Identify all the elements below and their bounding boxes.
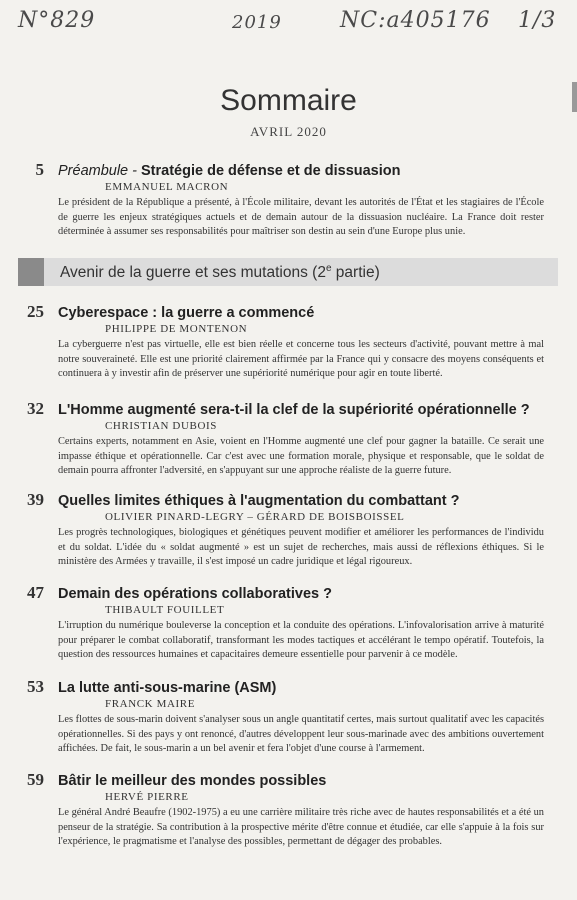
handwritten-page-count: 1/3 — [518, 8, 557, 33]
section-band — [18, 258, 558, 286]
page-number: 5 — [35, 160, 44, 179]
entry-author: FRANCK MAIRE — [105, 698, 196, 710]
entry-summary: L'irruption du numérique bouleverse la conception et la conduite des opérations. L'infovalorisation arrive à maturité pour préparer le combat collaboratif, transformant les modes tactiques et accélérant le tempo opératif. Toutefois, la question des ressources humaines et capacitaires demeure essentielle pour parvenir à ce modèle. — [58, 620, 544, 660]
entry-summary: Le général André Beaufre (1902-1975) a eu une carrière militaire très riche avec de hautes responsabilités et a été un penseur de la stratégie. Sa contribution à la prospective mérite d'être connue et étudiée, car elle s'appuie à la fois sur l'expérience, le pragmatisme et l'analyse des possibles, permettant de dégager des probables. — [58, 807, 544, 847]
entry-title[interactable]: L'Homme augmenté sera-t-il la clef de la supériorité opérationnelle ? — [58, 402, 530, 418]
entry-title[interactable]: Quelles limites éthiques à l'augmentation du combattant ? — [58, 493, 460, 509]
entry-title[interactable]: Bâtir le meilleur des mondes possibles — [58, 773, 327, 789]
entry-author: THIBAULT FOUILLET — [105, 604, 225, 616]
entry-summary: Le président de la République a présenté, à l'École militaire, devant les autorités de l'État et les stagiaires de l'École de guerre les enjeux stratégiques actuels et de demain autour de la dissuasion nucléaire. La France doit rester déterminée à assumer ses responsabilités pour maîtriser son destin au sein d'une Europe plus unie. — [58, 197, 544, 237]
handwritten-year: 2019 — [232, 12, 282, 33]
page-number: 32 — [27, 399, 44, 418]
page-number: 39 — [27, 490, 44, 509]
page-number: 25 — [27, 302, 44, 321]
entry-summary: Les progrès technologiques, biologiques et génétiques peuvent modifier et améliorer les performances de l'individu et du soldat. L'idée du « soldat augmenté » est un sujet de recherches, mais aussi de réflexions éthiques. Si le ministère des Armées y travaille, il s'est imposé un cadre juridique et légal rigoureux. — [58, 527, 544, 567]
section-marker — [18, 258, 44, 286]
handwritten-reference-code: NC:a405176 — [340, 8, 491, 33]
page-number: 59 — [27, 770, 44, 789]
entry-title[interactable]: Cyberespace : la guerre a commencé — [58, 305, 315, 321]
page-number: 47 — [27, 583, 44, 602]
entry-author: CHRISTIAN DUBOIS — [105, 420, 217, 432]
entry-summary: Les flottes de sous-marin doivent s'analyser sous un angle quantitatif certes, mais surtout qualitatif avec les capacités opérationnelles. Si des pays y ont renoncé, d'autres développent leur sous-marinade avec des ambitions ouvertement affichées. De fait, le sous-marin a un bel avenir et fera l'objet d'une course à l'armement. — [58, 714, 544, 754]
entry-title[interactable]: La lutte anti-sous-marine (ASM) — [58, 680, 277, 696]
handwritten-issue-number: N°829 — [18, 8, 96, 33]
entry-author: PHILIPPE DE MONTENON — [105, 323, 248, 335]
page-number: 53 — [27, 677, 44, 696]
entry-summary: La cyberguerre n'est pas virtuelle, elle est bien réelle et concerne tous les secteurs d'activité, pouvant mettre à mal notre souveraineté. Elle est une priorité clairement affirmée par la France qui y consacre des moyens conséquents et continuera à y investir afin de préserver une supériorité numérique pour agir en toute liberté. — [58, 339, 544, 379]
issue-date: AVRIL 2020 — [250, 124, 327, 139]
section-title-text: Avenir de la guerre et ses mutations (2e partie) — [60, 263, 380, 282]
entry-title[interactable]: Demain des opérations collaboratives ? — [58, 586, 332, 602]
page-title: Sommaire — [220, 84, 357, 117]
section-title — [60, 263, 380, 282]
entry-prefix: Préambule - — [58, 163, 142, 179]
entry-author: HERVÉ PIERRE — [105, 791, 189, 803]
entry-author: EMMANUEL MACRON — [105, 181, 229, 193]
entry-title-text: Stratégie de défense et de dissuasion — [141, 163, 401, 179]
entry-title[interactable] — [58, 163, 401, 179]
entry-author: OLIVIER PINARD-LEGRY – GÉRARD DE BOISBOISSEL — [105, 511, 405, 523]
entry-summary: Certains experts, notamment en Asie, voient en l'Homme augmenté une clef pour gagner la bataille. Ce serait une impasse éthique et opérationnelle. Car c'est avec une formation morale, physique et responsable, que le soldat de demain pourra affronter l'adversité, en s'appuyant sur une approche réaliste de la guerre future. — [58, 436, 544, 476]
